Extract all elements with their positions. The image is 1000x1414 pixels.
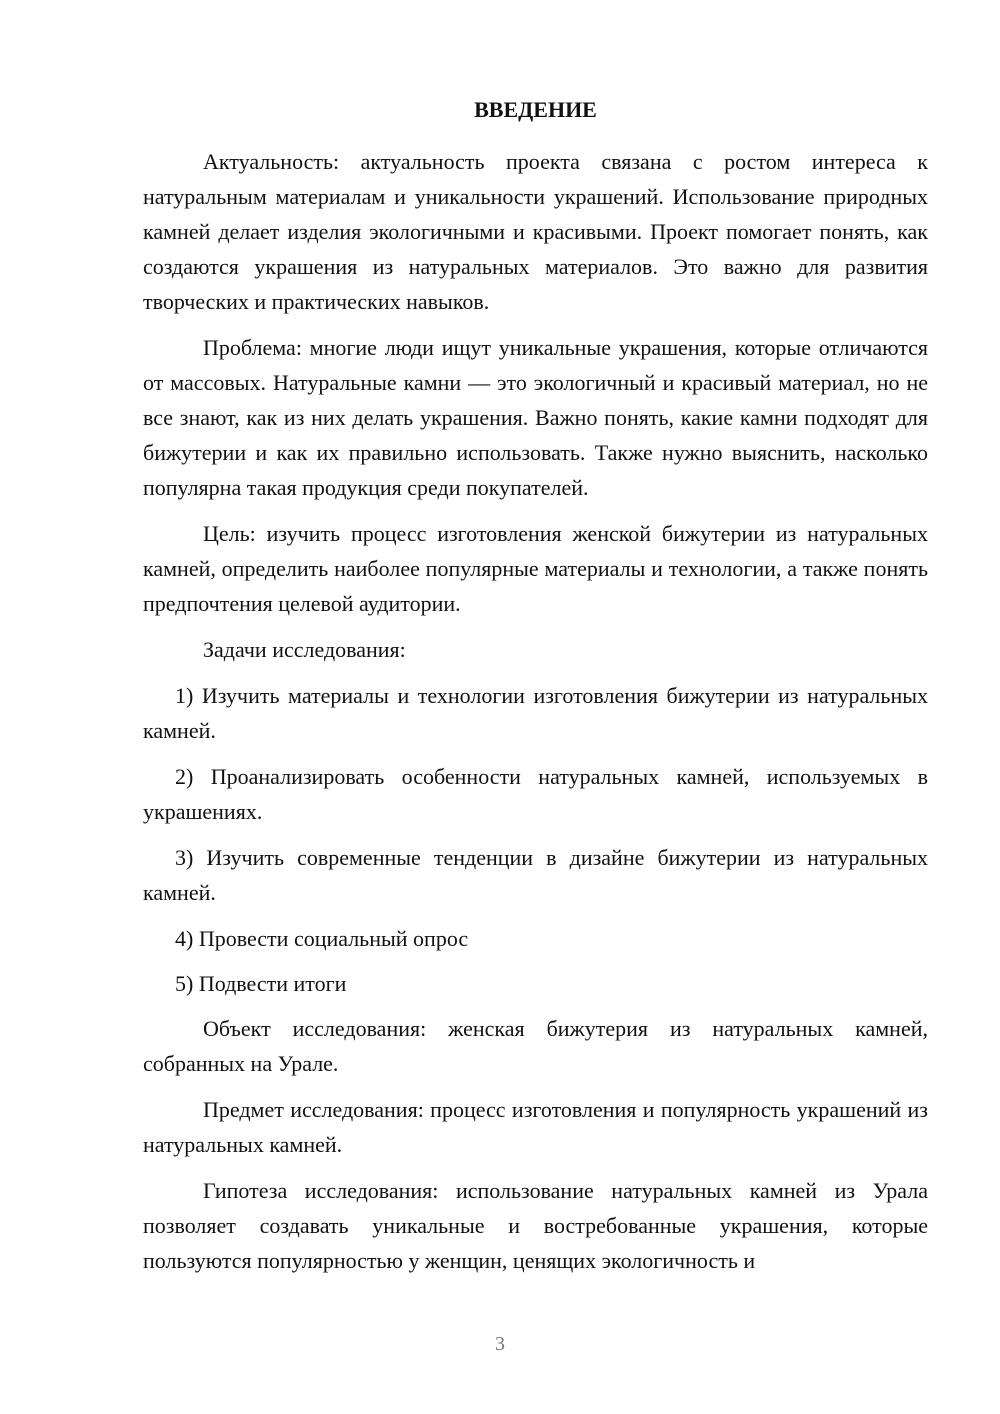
paragraph-problem: Проблема: многие люди ищут уникальные украшения, которые отличаются от массовых. Натуральные камни — это экологичный и красивый материал, но не все знают, как из них делать украшения. Важно понять, какие камни подходят для бижутерии и как их правильно использовать. Также нужно выяснить, насколько популярна такая продукция среди покупателей. xyxy=(143,335,928,500)
paragraph-hypothesis: Гипотеза исследования: использование натуральных камней из Урала позволяет создавать уникальные и востребованные украшения, которые пользуются популярностью у женщин, ценящих экологичность и xyxy=(143,1178,928,1273)
task-item-1: 1) Изучить материалы и технологии изготовления бижутерии из натуральных камней. xyxy=(143,683,928,743)
tasks-heading: Задачи исследования: xyxy=(203,637,406,662)
paragraph-object: Объект исследования: женская бижутерия из натуральных камней, собранных на Урале. xyxy=(143,1016,928,1076)
paragraph-relevance: Актуальность: актуальность проекта связана с ростом интереса к натуральным материалам и уникальности украшений. Использование природных камней делает изделия экологичными и красивыми. Проект помогает понять, как создаются украшения из натуральных материалов. Это важно для развития творческих и практических навыков. xyxy=(143,149,928,314)
page-title: ВВЕДЕНИЕ xyxy=(474,97,597,122)
paragraph-subject: Предмет исследования: процесс изготовления и популярность украшений из натуральных камней. xyxy=(143,1097,928,1157)
task-item-3: 3) Изучить современные тенденции в дизайне бижутерии из натуральных камней. xyxy=(143,845,928,905)
task-item-2: 2) Проанализировать особенности натуральных камней, используемых в украшениях. xyxy=(143,764,928,824)
task-item-5: 5) Подвести итоги xyxy=(175,971,347,996)
document-page xyxy=(143,92,928,1289)
task-item-4: 4) Провести социальный опрос xyxy=(175,926,469,951)
page-number: 3 xyxy=(495,1333,505,1355)
paragraph-goal: Цель: изучить процесс изготовления женской бижутерии из натуральных камней, определить наиболее популярные материалы и технологии, а также понять предпочтения целевой аудитории. xyxy=(143,521,928,616)
